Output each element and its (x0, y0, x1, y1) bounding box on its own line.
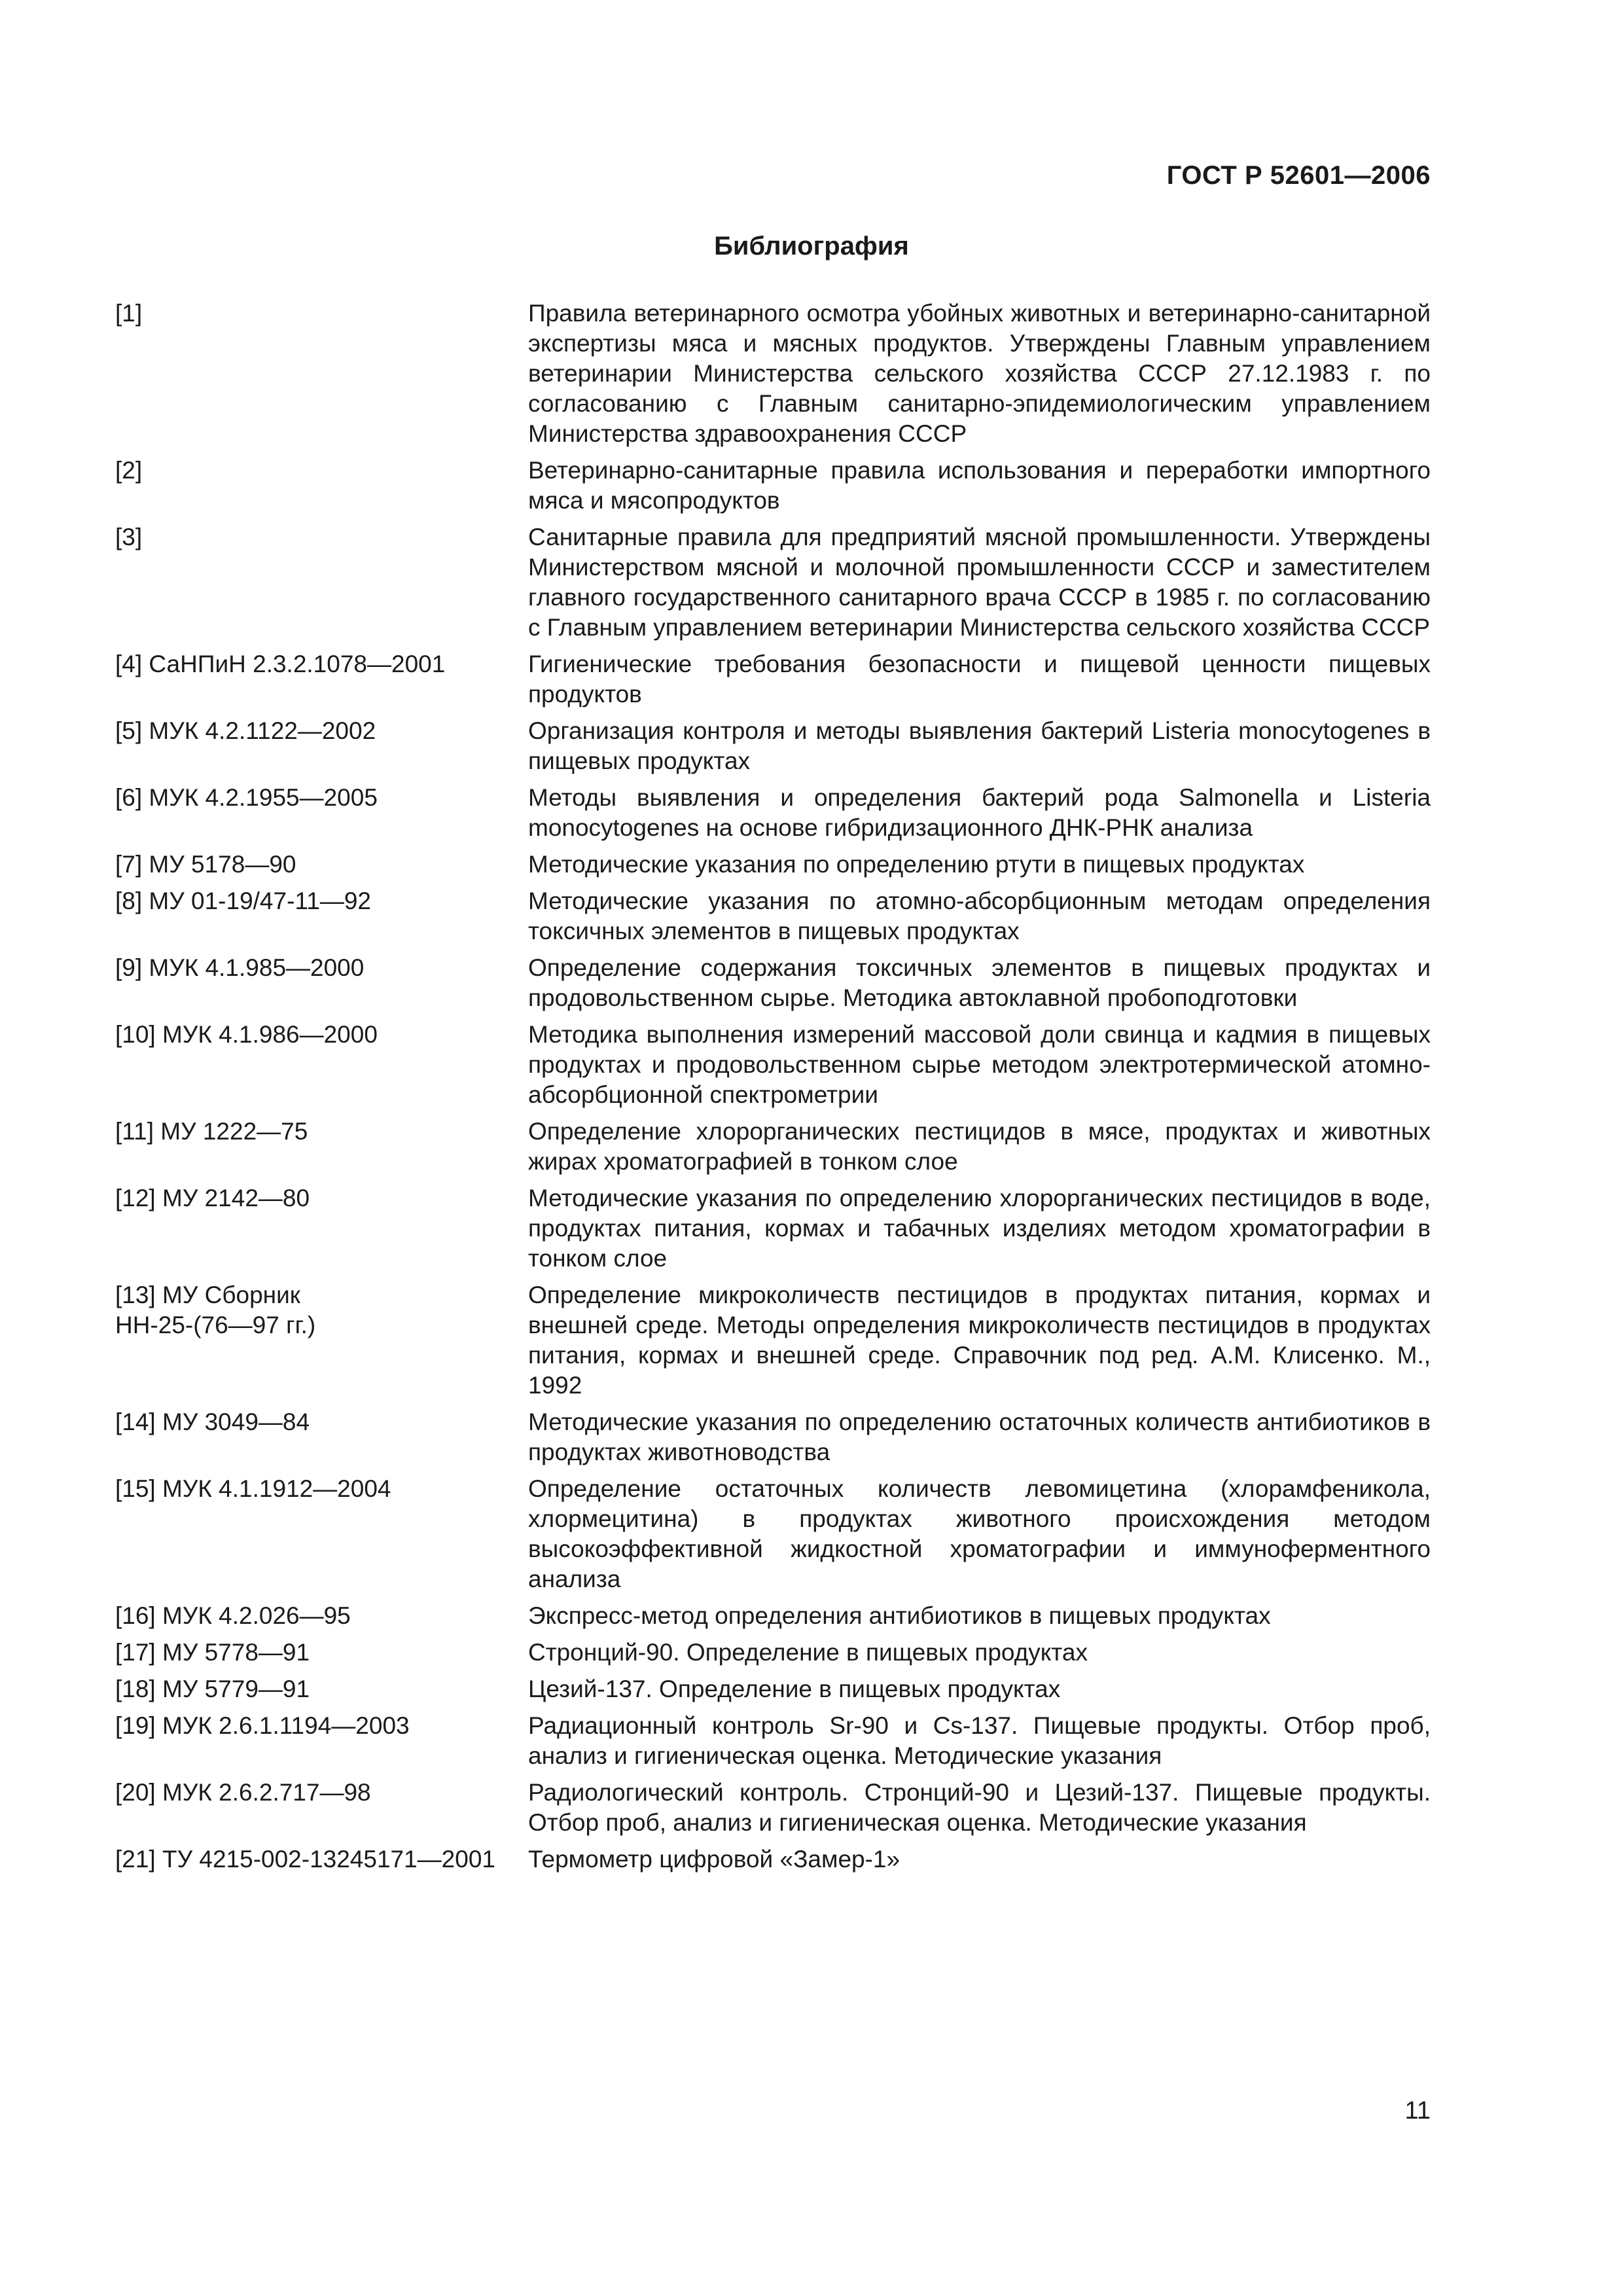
bibliography-entry (115, 1020, 1431, 1110)
entry-description: Правила ветеринарного осмотра убойных животных и ветеринарно-санитарной экспертизы мяса и мясных продуктов. Утверждены Главным управлением ветеринарии Министерства сельского хозяйства СССР 27.12.1983 г. по согласованию с Главным санитарно-эпидемиологическим управлением Министерства здравоохранения СССР (528, 300, 1431, 447)
entry-description: Методические указания по определению остаточных количеств антибиотиков в продуктах животноводства (528, 1408, 1431, 1465)
bibliography-entry (115, 1638, 1431, 1668)
bibliography-entry (115, 1183, 1431, 1274)
entry-description: Методические указания по определению ртути в пищевых продуктах (528, 851, 1305, 878)
bibliography-entry (115, 298, 1431, 449)
bibliography-entry (115, 886, 1431, 946)
entry-reference: [11] МУ 1222—75 (115, 1118, 308, 1145)
entry-reference: [6] МУК 4.2.1955—2005 (115, 784, 378, 811)
bibliography-list (115, 298, 1431, 1881)
bibliography-entry (115, 783, 1431, 843)
entry-reference: [3] (115, 524, 143, 550)
entry-description: Методические указания по атомно-абсорбционным методам определения токсичных элементов в пищевых продуктах (528, 888, 1431, 944)
entry-reference: [2] (115, 457, 143, 484)
entry-description: Экспресс-метод определения антибиотиков в пищевых продуктах (528, 1602, 1271, 1629)
entry-reference: [10] МУК 4.1.986—2000 (115, 1021, 378, 1048)
entry-description: Определение микроколичеств пестицидов в продуктах питания, кормах и внешней среде. Методы определения микроколичеств пестицидов в продуктах питания, кормах и внешней среде. Справочник под ред. А.М. Клисенко. М., 1992 (528, 1282, 1431, 1399)
bibliography-entry (115, 716, 1431, 776)
entry-reference: [19] МУК 2.6.1.1194—2003 (115, 1712, 410, 1739)
bibliography-entry (115, 1601, 1431, 1631)
entry-reference: [1] (115, 300, 143, 327)
entry-reference: [4] СаНПиН 2.3.2.1078—2001 (115, 651, 446, 677)
entry-description: Радиологический контроль. Стронций-90 и Цезий-137. Пищевые продукты. Отбор проб, анализ и гигиеническая оценка. Методические указания (528, 1779, 1431, 1836)
entry-description: Методика выполнения измерений массовой доли свинца и кадмия в пищевых продуктах и продовольственном сырье методом электротермической атомно-абсорбционной спектрометрии (528, 1021, 1431, 1108)
entry-description: Гигиенические требования безопасности и пищевой ценности пищевых продуктов (528, 651, 1431, 708)
page-number: 11 (1404, 2097, 1431, 2125)
bibliography-entry (115, 1407, 1431, 1467)
entry-description: Определение остаточных количеств левомицетина (хлорамфеникола, хлормецитина) в продуктах животного происхождения методом высокоэффективной жидкостной хроматографии и иммуноферментного анализа (528, 1475, 1431, 1592)
entry-reference: [9] МУК 4.1.985—2000 (115, 954, 365, 981)
entry-description: Стронций-90. Определение в пищевых продуктах (528, 1639, 1088, 1666)
bibliography-entry (115, 522, 1431, 643)
entry-description: Методы выявления и определения бактерий рода Salmonella и Listeria monocytogenes на основе гибридизационного ДНК-РНК анализа (528, 784, 1431, 841)
entry-reference: [16] МУК 4.2.026—95 (115, 1602, 351, 1629)
bibliography-entry (115, 850, 1431, 880)
entry-description: Ветеринарно-санитарные правила использования и переработки импортного мяса и мясопродуктов (528, 457, 1431, 514)
bibliography-entry (115, 1674, 1431, 1704)
entry-reference: [8] МУ 01-19/47-11—92 (115, 888, 371, 914)
bibliography-entry (115, 456, 1431, 516)
entry-reference: [13] МУ Сборник НН-25-(76—97 гг.) (115, 1282, 316, 1338)
entry-reference: [18] МУ 5779—91 (115, 1676, 310, 1702)
bibliography-entry (115, 1117, 1431, 1177)
entry-description: Организация контроля и методы выявления бактерий Listeria monocytogenes в пищевых продуктах (528, 717, 1431, 774)
bibliography-entry (115, 1778, 1431, 1838)
entry-description: Цезий-137. Определение в пищевых продуктах (528, 1676, 1061, 1702)
entry-reference: [12] МУ 2142—80 (115, 1185, 310, 1211)
bibliography-entry (115, 649, 1431, 709)
bibliography-entry (115, 1280, 1431, 1401)
entry-reference: [7] МУ 5178—90 (115, 851, 296, 878)
document-code: ГОСТ Р 52601—2006 (1166, 161, 1431, 190)
entry-description: Определение содержания токсичных элементов в пищевых продуктах и продовольственном сырье. Методика автоклавной пробоподготовки (528, 954, 1431, 1011)
entry-reference: [5] МУК 4.2.1122—2002 (115, 717, 376, 744)
bibliography-entry (115, 953, 1431, 1013)
entry-reference: [17] МУ 5778—91 (115, 1639, 310, 1666)
entry-reference: [14] МУ 3049—84 (115, 1408, 310, 1435)
entry-description: Радиационный контроль Sr-90 и Cs-137. Пищевые продукты. Отбор проб, анализ и гигиеническая оценка. Методические указания (528, 1712, 1431, 1769)
entry-description: Определение хлорорганических пестицидов в мясе, продуктах и животных жирах хроматографией в тонком слое (528, 1118, 1431, 1175)
entry-reference: [21] ТУ 4215-002-13245171—2001 (115, 1846, 495, 1873)
entry-description: Санитарные правила для предприятий мясной промышленности. Утверждены Министерством мясной и молочной промышленности СССР и заместителем главного государственного санитарного врача СССР в 1985 г. по согласованию с Главным управлением ветеринарии Министерства сельского хозяйства СССР (528, 524, 1431, 641)
entry-description: Термометр цифровой «Замер-1» (528, 1846, 901, 1873)
entry-description: Методические указания по определению хлорорганических пестицидов в воде, продуктах питания, кормах и табачных изделиях методом хроматографии в тонком слое (528, 1185, 1431, 1272)
bibliography-entry (115, 1474, 1431, 1594)
bibliography-title: Библиография (714, 232, 909, 260)
bibliography-entry (115, 1711, 1431, 1771)
entry-reference: [15] МУК 4.1.1912—2004 (115, 1475, 391, 1502)
entry-reference: [20] МУК 2.6.2.717—98 (115, 1779, 371, 1806)
bibliography-entry (115, 1844, 1431, 1874)
